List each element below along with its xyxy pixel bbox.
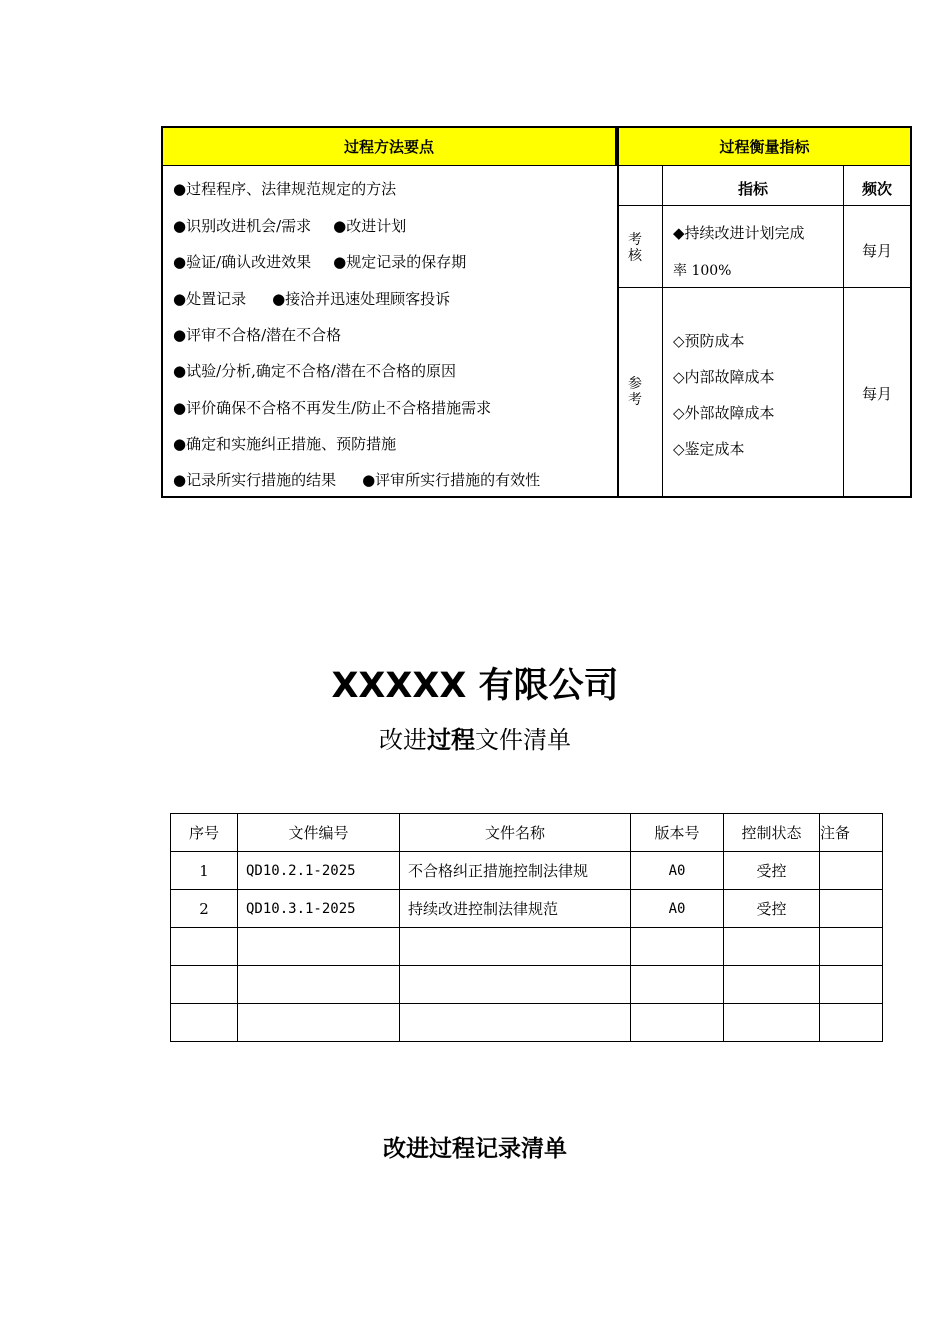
row-version bbox=[631, 966, 724, 1004]
row-seq: 1 bbox=[171, 852, 238, 890]
row-remarks bbox=[820, 1004, 883, 1042]
center-divider bbox=[617, 128, 619, 496]
row-doc-number bbox=[238, 966, 400, 1004]
header-version: 版本号 bbox=[631, 814, 724, 852]
row-seq: 2 bbox=[171, 890, 238, 928]
doc-list-title-prefix: 改进 bbox=[379, 726, 427, 754]
reference-item-3: ◇外部故障成本 bbox=[673, 404, 775, 422]
process-table bbox=[161, 126, 912, 498]
assessment-row-divider bbox=[619, 287, 910, 288]
row-seq bbox=[171, 1004, 238, 1042]
subheader-row-divider bbox=[619, 205, 910, 206]
header-control-status: 控制状态 bbox=[724, 814, 820, 852]
assessment-indicator-line2: 率 100% bbox=[673, 263, 732, 279]
row-seq bbox=[171, 928, 238, 966]
doc-list-title-bold: 过程 bbox=[427, 726, 475, 754]
file-table-header-row bbox=[171, 814, 883, 852]
row-doc-number bbox=[238, 928, 400, 966]
method-point-4: ●处置记录 ●接洽并迅速处理顾客投诉 bbox=[173, 290, 451, 308]
row-version bbox=[631, 928, 724, 966]
row-control-status bbox=[724, 966, 820, 1004]
row-doc-name bbox=[400, 966, 631, 1004]
file-list-table bbox=[170, 813, 883, 1042]
table-row bbox=[171, 852, 883, 890]
row-seq bbox=[171, 966, 238, 1004]
header-seq: 序号 bbox=[171, 814, 238, 852]
method-point-2: ●识别改进机会/需求 ●改进计划 bbox=[173, 217, 407, 235]
assessment-label: 考核 bbox=[628, 232, 642, 264]
measurement-header: 过程衡量指标 bbox=[619, 128, 910, 166]
method-point-7: ●评价确保不合格不再发生/防止不合格措施需求 bbox=[173, 399, 492, 417]
reference-item-1: ◇预防成本 bbox=[673, 332, 745, 350]
reference-item-4: ◇鉴定成本 bbox=[673, 440, 745, 458]
frequency-col-divider bbox=[843, 166, 844, 496]
doc-list-title bbox=[0, 720, 950, 755]
header-remarks: 注备 bbox=[820, 814, 883, 852]
row-remarks bbox=[820, 852, 883, 890]
header-doc-name: 文件名称 bbox=[400, 814, 631, 852]
row-version bbox=[631, 1004, 724, 1042]
table-row bbox=[171, 1004, 883, 1042]
header-doc-number: 文件编号 bbox=[238, 814, 400, 852]
frequency-header: 频次 bbox=[861, 180, 892, 198]
row-doc-name bbox=[400, 928, 631, 966]
row-remarks bbox=[820, 928, 883, 966]
row-remarks bbox=[820, 890, 883, 928]
label-col-divider bbox=[662, 166, 663, 496]
indicator-header: 指标 bbox=[737, 180, 768, 198]
reference-label: 参考 bbox=[628, 376, 642, 408]
reference-item-2: ◇内部故障成本 bbox=[673, 368, 775, 386]
table-row bbox=[171, 928, 883, 966]
row-version: A0 bbox=[631, 890, 724, 928]
reference-frequency: 每月 bbox=[861, 385, 892, 403]
record-list-title: 改进过程记录清单 bbox=[383, 1136, 567, 1162]
row-control-status bbox=[724, 1004, 820, 1042]
method-point-3: ●验证/确认改进效果 ●规定记录的保存期 bbox=[173, 253, 467, 271]
row-doc-name: 持续改进控制法律规范 bbox=[400, 890, 631, 928]
method-point-5: ●评审不合格/潜在不合格 bbox=[173, 326, 342, 344]
row-doc-name: 不合格纠正措施控制法律规 bbox=[400, 852, 631, 890]
row-control-status bbox=[724, 928, 820, 966]
row-doc-number bbox=[238, 1004, 400, 1042]
row-control-status: 受控 bbox=[724, 890, 820, 928]
method-point-8: ●确定和实施纠正措施、预防措施 bbox=[173, 435, 397, 453]
row-doc-number: QD10.2.1-2025 bbox=[238, 852, 400, 890]
company-name: XXXXX 有限公司 bbox=[331, 666, 619, 706]
method-point-1: ●过程程序、法律规范规定的方法 bbox=[173, 180, 397, 198]
row-doc-number: QD10.3.1-2025 bbox=[238, 890, 400, 928]
row-remarks bbox=[820, 966, 883, 1004]
method-point-6: ●试验/分析,确定不合格/潜在不合格的原因 bbox=[173, 362, 456, 380]
doc-list-title-suffix: 文件清单 bbox=[475, 726, 571, 754]
method-points-header: 过程方法要点 bbox=[163, 128, 617, 166]
assessment-frequency: 每月 bbox=[861, 242, 892, 260]
row-control-status: 受控 bbox=[724, 852, 820, 890]
row-doc-name bbox=[400, 1004, 631, 1042]
assessment-indicator-line1: ◆持续改进计划完成 bbox=[673, 224, 805, 242]
row-version: A0 bbox=[631, 852, 724, 890]
table-row bbox=[171, 890, 883, 928]
table-row bbox=[171, 966, 883, 1004]
method-point-9: ●记录所实行措施的结果 ●评审所实行措施的有效性 bbox=[173, 471, 541, 489]
